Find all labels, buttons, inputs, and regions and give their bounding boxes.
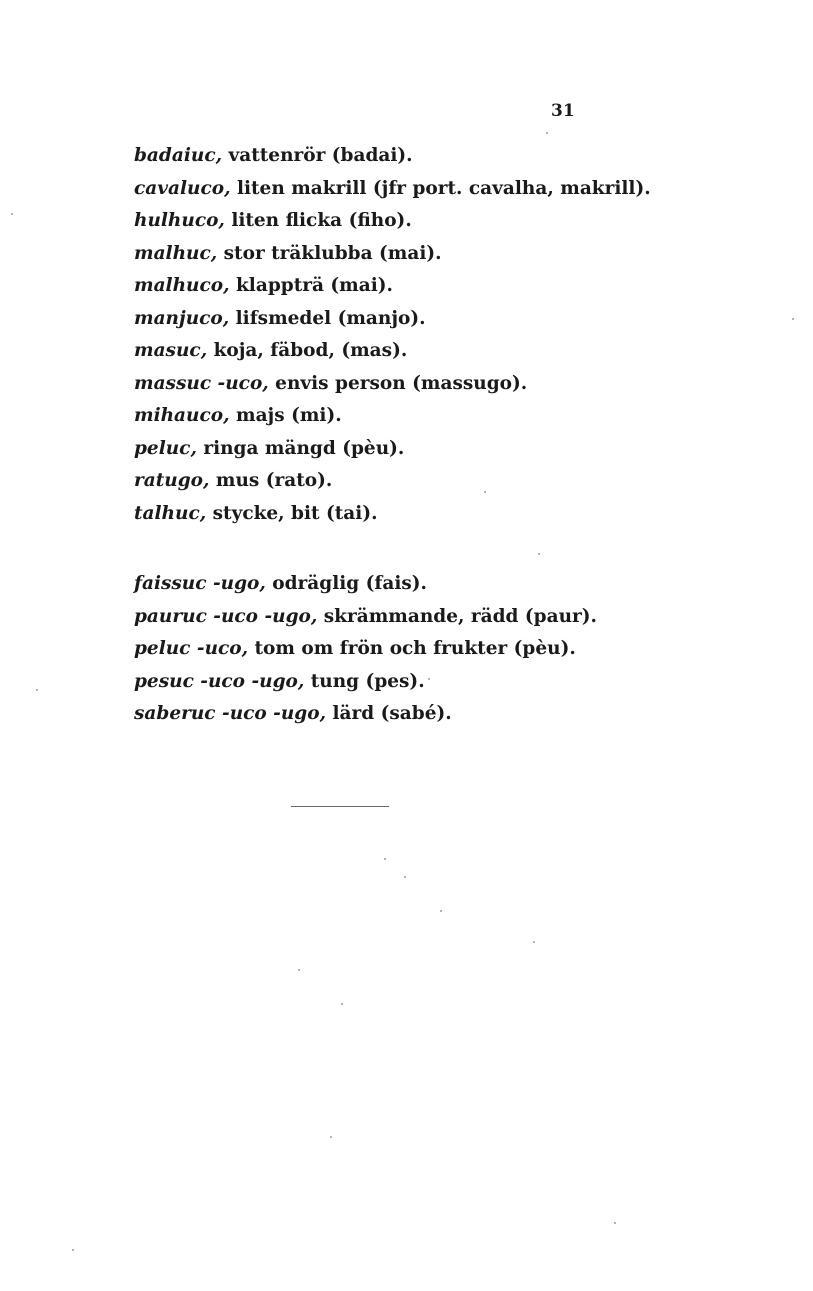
entry-term: pesuc -uco -ugo, — [134, 670, 305, 692]
entry-term: cavaluco, — [134, 177, 231, 199]
entry-definition: lifsmedel (manjo). — [229, 307, 426, 329]
entry-term: talhuc, — [134, 502, 207, 524]
entry-definition: vattenrör (badai). — [222, 145, 413, 166]
entry-term: mihauco, — [134, 405, 230, 426]
page-number: 31 — [551, 101, 575, 121]
entry-definition: koja, fäbod, (mas). — [207, 340, 408, 361]
entry-definition: majs (mi). — [229, 405, 342, 426]
entry-definition: odräglig (fais). — [265, 573, 427, 594]
entry-term: hulhuco, — [134, 210, 225, 231]
scan-speck — [440, 910, 442, 912]
entry-definition: stor träklubba (mai). — [217, 242, 442, 264]
entry-list-adjectives — [134, 568, 774, 731]
list-item — [134, 335, 774, 368]
entry-term: malhuc, — [134, 242, 218, 264]
scan-speck — [546, 132, 548, 134]
list-item — [134, 465, 774, 498]
entry-term: malhuco, — [134, 275, 230, 296]
entry-definition: liten makrill (jfr port. cavalha, makrill). — [230, 177, 651, 199]
list-item — [134, 238, 774, 271]
scan-speck — [614, 1222, 616, 1224]
list-item — [134, 498, 774, 531]
scan-speck — [11, 213, 13, 215]
scan-speck — [298, 969, 300, 971]
scan-speck — [36, 689, 38, 691]
scan-speck — [792, 318, 794, 320]
list-item — [134, 666, 774, 699]
list-item — [134, 205, 774, 238]
entry-list-nouns — [134, 140, 774, 530]
entry-definition: lärd (sabé). — [326, 703, 452, 724]
scan-speck — [384, 858, 386, 860]
entry-term: ratugo, — [134, 470, 210, 491]
scan-speck — [72, 1249, 74, 1251]
scan-speck — [484, 491, 486, 493]
scan-speck — [538, 553, 540, 555]
scan-speck — [428, 678, 430, 680]
entry-definition: envis person (massugo). — [268, 372, 528, 394]
entry-term: peluc -uco, — [134, 638, 249, 659]
scan-speck — [404, 876, 406, 878]
list-item — [134, 173, 774, 206]
entry-term: massuc -uco, — [134, 372, 269, 394]
entry-definition: stycke, bit (tai). — [206, 502, 378, 524]
entry-definition: tom om frön och frukter (pèu). — [248, 638, 576, 659]
list-item — [134, 400, 774, 433]
entry-term: masuc, — [134, 340, 208, 361]
entry-term: faissuc -ugo, — [134, 573, 266, 594]
list-item — [134, 568, 774, 601]
entry-definition: klappträ (mai). — [229, 275, 393, 296]
entry-term: pauruc -uco -ugo, — [134, 605, 318, 627]
entry-term: saberuc -uco -ugo, — [134, 703, 327, 724]
list-item — [134, 140, 774, 173]
list-item — [134, 633, 774, 666]
list-item — [134, 433, 774, 466]
section-end-rule — [291, 806, 389, 807]
list-item — [134, 270, 774, 303]
entry-definition: liten flicka (fiho). — [224, 210, 412, 231]
scan-speck — [330, 1136, 332, 1138]
scan-speck — [341, 1003, 343, 1005]
entry-definition: skrämmande, rädd (paur). — [317, 605, 597, 627]
entry-definition: tung (pes). — [304, 670, 425, 692]
scan-speck — [533, 941, 535, 943]
entry-definition: ringa mängd (pèu). — [196, 437, 405, 459]
entry-term: manjuco, — [134, 307, 230, 329]
entry-term: peluc, — [134, 437, 197, 459]
list-item — [134, 698, 774, 731]
list-item — [134, 368, 774, 401]
entry-definition: mus (rato). — [209, 470, 333, 491]
list-item — [134, 303, 774, 336]
list-item — [134, 601, 774, 634]
entry-term: badaiuc, — [134, 145, 223, 166]
